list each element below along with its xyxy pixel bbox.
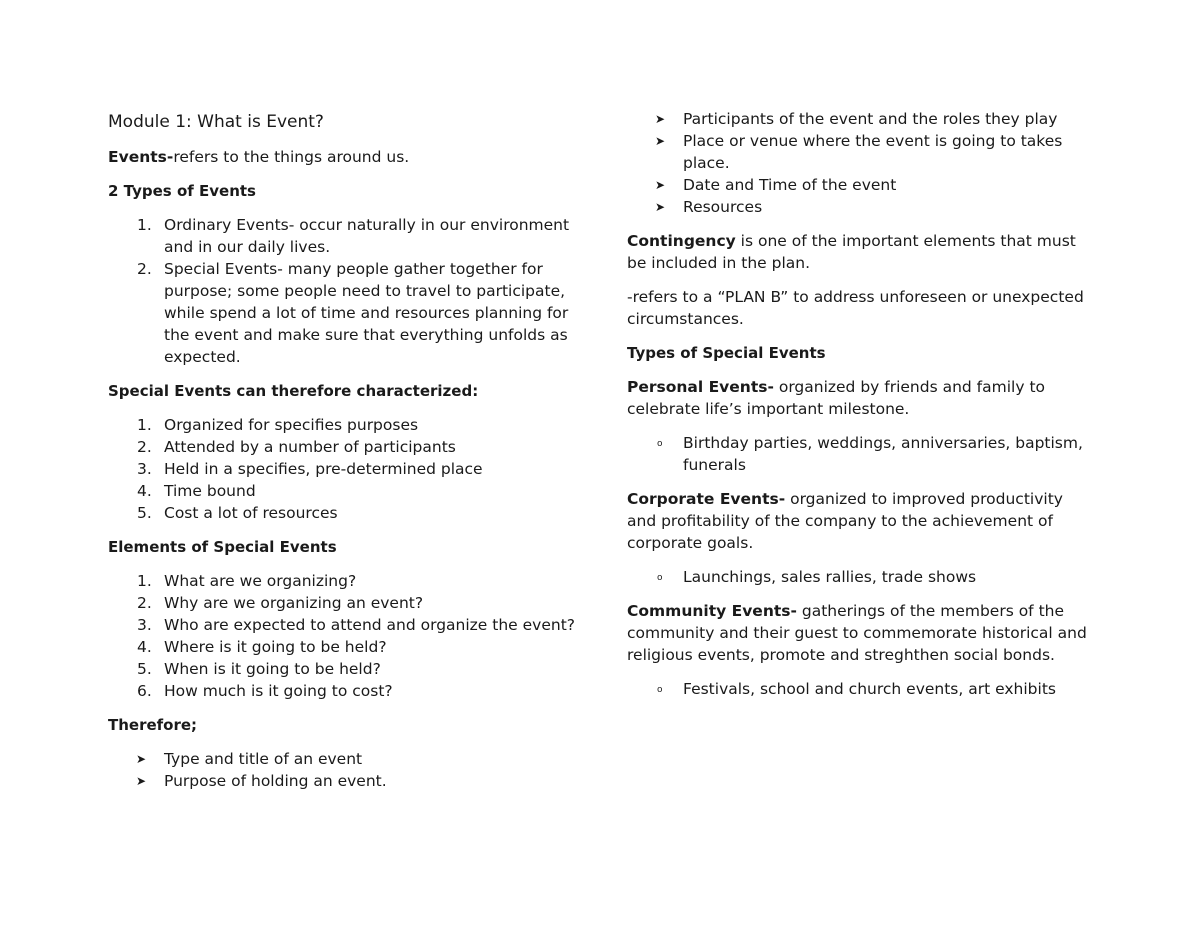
corporate-examples — [627, 566, 1097, 588]
community-events: Community Events- gatherings of the members of the community and their guest to commemorate historical and religious events, promote and streghthen social bonds. — [627, 602, 1087, 664]
personal-examples — [627, 432, 1097, 476]
list-item: 4. Where is it going to be held? — [137, 638, 387, 656]
contingency-definition: Contingency is one of the important elements that must be included in the plan. — [627, 232, 1076, 272]
circle-bullet-icon: o — [657, 685, 663, 695]
list-item: 2. Attended by a number of participants — [137, 438, 456, 456]
events-definition — [108, 146, 578, 168]
list-item: ➤ Place or venue where the event is going to takes place. — [655, 132, 1063, 172]
therefore-heading: Therefore; — [108, 716, 198, 734]
contingency-refers: -refers to a “PLAN B” to address unforeseen or unexpected circumstances. — [627, 288, 1084, 328]
list-item: o Birthday parties, weddings, anniversaries, baptism, funerals — [657, 434, 1083, 474]
list-item: 3. Who are expected to attend and organize the event? — [137, 616, 576, 634]
arrow-bullet-icon: ➤ — [655, 200, 666, 214]
personal-events: Personal Events- organized by friends and family to celebrate life’s important milestone. — [627, 378, 1046, 418]
list-item: ➤ Purpose of holding an event. — [136, 772, 387, 790]
arrow-bullet-icon: ➤ — [655, 178, 666, 192]
events-text: refers to the things around us. — [173, 148, 410, 166]
list-item: 2. Why are we organizing an event? — [137, 594, 424, 612]
therefore-list-continued — [627, 108, 1097, 218]
list-item: ➤ Participants of the event and the roles they play — [655, 110, 1058, 128]
list-item: 1. Organized for specifies purposes — [137, 416, 419, 434]
elements-list — [108, 570, 578, 702]
list-item: o Festivals, school and church events, art exhibits — [627, 678, 1097, 700]
arrow-bullet-icon: ➤ — [655, 134, 666, 148]
right-column — [627, 108, 1097, 712]
list-item: 5. Cost a lot of resources — [137, 504, 338, 522]
list-item: 4. Time bound — [137, 482, 256, 500]
characteristics-list — [108, 414, 578, 524]
page-title: Module 1: What is Event? — [108, 112, 324, 132]
list-item: 3. Held in a specifies, pre-determined place — [137, 460, 483, 478]
list-item: ➤ Date and Time of the event — [655, 176, 897, 194]
arrow-bullet-icon: ➤ — [655, 112, 666, 126]
types-heading: 2 Types of Events — [108, 182, 256, 200]
list-item: 5. When is it going to be held? — [137, 660, 381, 678]
events-term: Events- — [108, 148, 174, 166]
arrow-bullet-icon: ➤ — [136, 752, 147, 766]
community-term: Community Events- — [627, 602, 797, 620]
list-item: 1. Ordinary Events- occur naturally in our environment and in our daily lives. — [137, 216, 570, 256]
therefore-list — [108, 748, 578, 792]
circle-bullet-icon: o — [657, 439, 663, 449]
personal-term: Personal Events- — [627, 378, 774, 396]
special-types-heading: Types of Special Events — [627, 344, 826, 362]
contingency-term: Contingency — [627, 232, 736, 250]
corporate-events: Corporate Events- organized to improved productivity and profitability of the company to the achievement of corporate goals. — [627, 490, 1063, 552]
list-item: o Launchings, sales rallies, trade shows — [627, 566, 1097, 588]
list-item: 1. What are we organizing? — [137, 572, 357, 590]
arrow-bullet-icon: ➤ — [136, 774, 147, 788]
list-item: 6. How much is it going to cost? — [137, 682, 393, 700]
list-item: 2. Special Events- many people gather together for purpose; some people need to travel to participate, while spend a lot of time and resources planning for the event and make sure that everything unfolds as expected. — [137, 260, 569, 366]
list-item: ➤ Type and title of an event — [136, 750, 363, 768]
left-column — [108, 110, 578, 804]
circle-bullet-icon: o — [657, 573, 663, 583]
elements-heading: Elements of Special Events — [108, 538, 337, 556]
community-examples — [627, 678, 1097, 700]
characterized-heading: Special Events can therefore characterized: — [108, 382, 479, 400]
corporate-term: Corporate Events- — [627, 490, 786, 508]
list-item: ➤ Resources — [655, 198, 763, 216]
types-list — [108, 214, 578, 368]
